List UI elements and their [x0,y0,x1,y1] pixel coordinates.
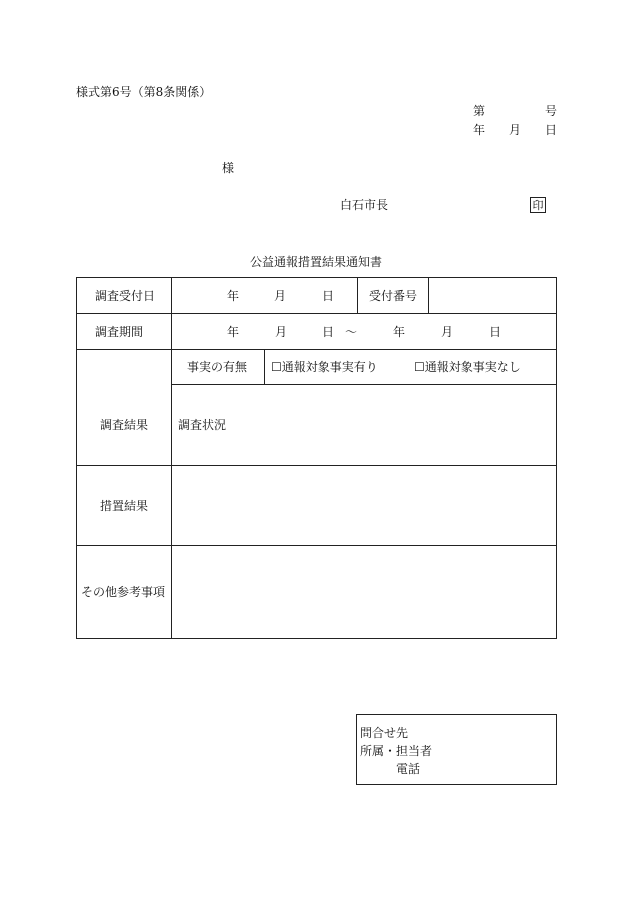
contact-box [356,714,557,785]
contact-phone: 電話 [396,762,421,776]
date-month: 月 [509,123,522,137]
table-line [76,349,556,350]
document-title: 公益通報措置結果通知書 [250,255,383,269]
period-tilde: ～ [345,325,358,339]
option-fact-none[interactable]: ☐通報対象事実なし [414,360,521,374]
other-notes-field[interactable] [172,546,556,638]
seal-mark: 印 [530,197,546,213]
table-line [357,277,358,313]
label-receipt-number: 受付番号 [369,289,418,303]
table-line [76,313,556,314]
reception-year: 年 [227,289,240,303]
period-start-year: 年 [227,325,240,339]
option-fact-exists[interactable]: ☐通報対象事実有り [271,360,378,374]
period-start-month: 月 [275,325,288,339]
receipt-number-field[interactable] [429,278,556,313]
date-year: 年 [473,123,486,137]
table-line [556,277,557,639]
label-investigation-status: 調査状況 [178,418,227,432]
addressee-suffix: 様 [222,161,235,175]
table-line [76,638,557,639]
label-reception-date: 調査受付日 [95,289,156,303]
doc-number-prefix: 第 [473,104,486,118]
issuer-name: 白石市長 [340,198,389,212]
date-day: 日 [545,123,558,137]
period-end-month: 月 [441,325,454,339]
contact-department: 所属・担当者 [360,744,433,758]
form-number: 様式第6号（第8条関係） [76,85,212,99]
label-investigation-result: 調査結果 [100,418,149,432]
table-line [264,349,265,384]
reception-day: 日 [322,289,335,303]
label-investigation-period: 調査期間 [95,325,144,339]
period-start-day: 日 [322,325,335,339]
label-measure-result: 措置結果 [100,499,149,513]
period-end-day: 日 [489,325,502,339]
contact-heading: 問合せ先 [360,726,409,740]
measure-result-field[interactable] [172,466,556,545]
table-line [76,277,77,638]
doc-number-suffix: 号 [545,104,558,118]
label-fact-existence: 事実の有無 [187,360,248,374]
label-other-notes: その他参考事項 [81,585,166,599]
reception-month: 月 [274,289,287,303]
period-end-year: 年 [393,325,406,339]
table-line [171,384,556,385]
